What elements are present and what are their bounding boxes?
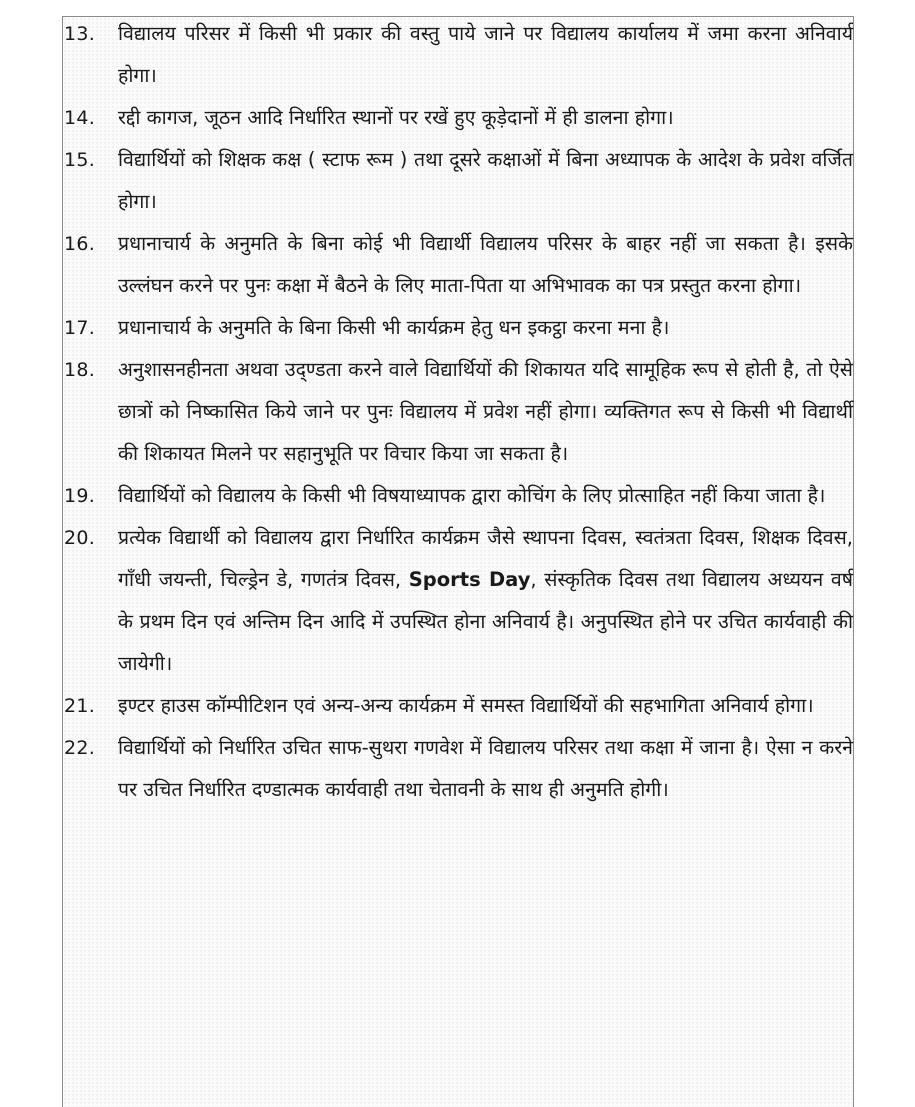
rule-item-21 bbox=[64, 685, 853, 727]
rule-number: 18. bbox=[64, 359, 96, 381]
rule-item-18 bbox=[64, 349, 853, 475]
rule-item-22 bbox=[64, 727, 853, 811]
rule-item-17 bbox=[64, 307, 853, 349]
rule-number: 20. bbox=[64, 527, 96, 549]
rule-number: 16. bbox=[64, 233, 96, 255]
rule-number: 17. bbox=[64, 317, 96, 339]
rule-text: प्रधानाचार्य के अनुमति के बिना किसी भी कार्यक्रम हेतु धन इकट्ठा करना मना है। bbox=[118, 316, 670, 339]
rule-text: विद्यालय परिसर में किसी भी प्रकार की वस्तु पाये जाने पर विद्यालय कार्यालय में जमा करना अनिवार्य होगा। bbox=[118, 22, 853, 87]
rule-item-16 bbox=[64, 223, 853, 307]
rule-number: 19. bbox=[64, 485, 96, 507]
rule-text: विद्यार्थियों को विद्यालय के किसी भी विषयाध्यापक द्वारा कोचिंग के लिए प्रोत्साहित नहीं किया जाता है। bbox=[118, 484, 826, 507]
rule-text: प्रधानाचार्य के अनुमति के बिना कोई भी विद्यार्थी विद्यालय परिसर के बाहर नहीं जा सकता है। इसके उल्लंघन करने पर पुनः कक्षा में बैठने के लिए माता-पिता या अभिभावक का पत्र प्रस्तुत करना होगा। bbox=[118, 232, 853, 297]
rule-text-part: , संस्कृतिक दिवस तथा विद्यालय अध्ययन वर्ष के प्रथम दिन एवं अन्तिम दिन आदि में उपस्थित होना अनिवार्य है। अनुपस्थित होने पर उचित कार्यवाही की जायेगी। bbox=[118, 568, 853, 675]
rule-item-20 bbox=[64, 517, 853, 685]
rule-text: रद्दी कागज, जूठन आदि निर्धारित स्थानों पर रखें हुए कूड़ेदानों में ही डालना होगा। bbox=[118, 106, 674, 129]
document-page bbox=[62, 16, 854, 1107]
rule-number: 14. bbox=[64, 107, 96, 129]
rule-text: इण्टर हाउस कॉम्पीटिशन एवं अन्य-अन्य कार्यक्रम में समस्त विद्यार्थियों की सहभागिता अनिवार्य होगा। bbox=[118, 694, 814, 717]
rule-text-part: प्रत्येक विद्यार्थी को विद्यालय द्वारा निर्धारित कार्यक्रम जैसे स्थापना दिवस, स्वतंत्रता दिवस, शिक्षक दिवस, गाँधी जयन्ती, चिल्ड्रेन डे, गणतंत्र दिवस, bbox=[118, 526, 853, 591]
rule-number: 22. bbox=[64, 737, 96, 759]
rule-text-latin: Sports Day bbox=[408, 568, 531, 591]
rule-text bbox=[118, 517, 853, 685]
rule-number: 15. bbox=[64, 149, 96, 171]
rules-list bbox=[64, 13, 853, 811]
rule-text: विद्यार्थियों को शिक्षक कक्ष ( स्टाफ रूम ) तथा दूसरे कक्षाओं में बिना अध्यापक के आदेश के प्रवेश वर्जित होगा। bbox=[118, 148, 853, 213]
rule-text: विद्यार्थियों को निर्धारित उचित साफ-सुथरा गणवेश में विद्यालय परिसर तथा कक्षा में जाना है। ऐसा न करने पर उचित निर्धारित दण्डात्मक कार्यवाही तथा चेतावनी के साथ ही अनुमति होगी। bbox=[118, 736, 853, 801]
rule-item-14 bbox=[64, 97, 853, 139]
rule-number: 13. bbox=[64, 23, 96, 45]
rule-item-15 bbox=[64, 139, 853, 223]
rule-text: अनुशासनहीनता अथवा उद्ण्डता करने वाले विद्यार्थियों की शिकायत यदि सामूहिक रूप से होती है, तो ऐसे छात्रों को निष्कासित किये जाने पर पुनः विद्यालय में प्रवेश नहीं होगा। व्यक्तिगत रूप से किसी भी विद्यार्थी की शिकायत मिलने पर सहानुभूति पर विचार किया जा सकता है। bbox=[118, 358, 853, 465]
rule-number: 21. bbox=[64, 695, 96, 717]
rule-item-13 bbox=[64, 13, 853, 97]
rule-item-19 bbox=[64, 475, 853, 517]
